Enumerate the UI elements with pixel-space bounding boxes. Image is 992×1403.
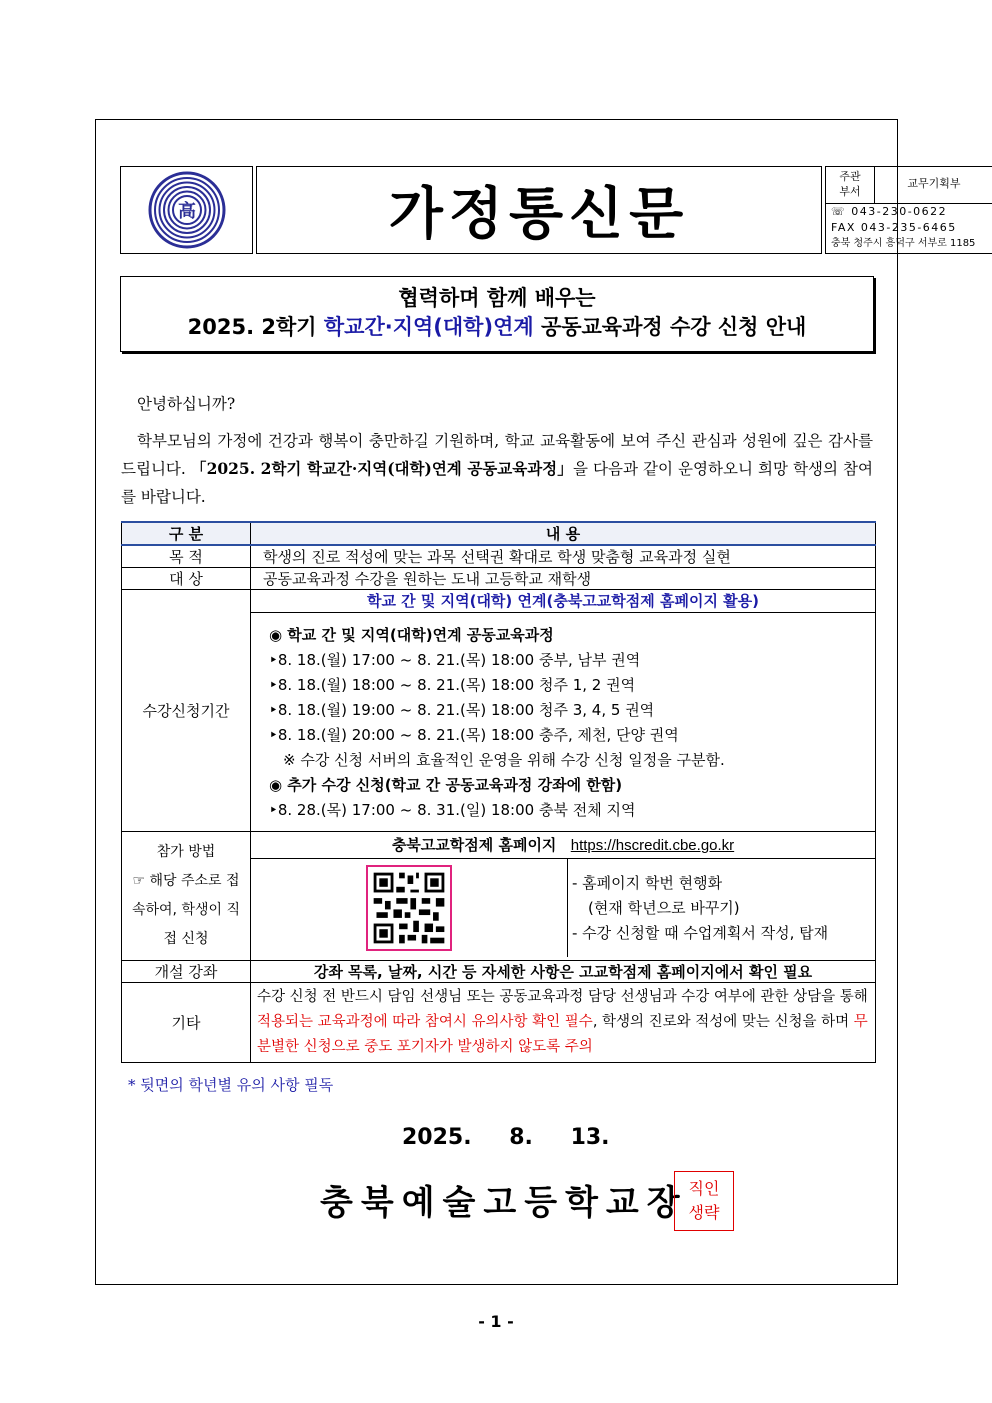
- period-label: 수강신청기간: [122, 590, 251, 832]
- dept-info-box: [825, 166, 992, 254]
- qr-cell: [251, 859, 568, 957]
- purpose-label: 목 적: [122, 545, 251, 568]
- etc-text-a: 수강 신청 전 반드시 담임 선생님 또는 공동교육과정 담당 선생님과 수강 여부에 관한 상담을 통해: [257, 989, 868, 1005]
- dept-value: 교무기획부: [907, 177, 961, 190]
- page-title: 가정통신문: [388, 182, 690, 247]
- footer-note: * 뒷면의 학년별 유의 사항 필독: [128, 1076, 334, 1094]
- school-logo-icon: [121, 167, 254, 253]
- table-header-row: [122, 522, 876, 545]
- table-row: [122, 832, 876, 961]
- notice-subtitle: [120, 276, 874, 352]
- etc-label: 기타: [122, 983, 251, 1063]
- intro-program-name: 「2025. 2학기 학교간·지역(대학)연계 공동교육과정」: [190, 459, 573, 478]
- method-cell: [251, 832, 876, 961]
- col-header-content: 내 용: [251, 522, 876, 545]
- qr-code-icon[interactable]: [366, 865, 452, 951]
- dept-label: 주관 부서: [826, 167, 875, 203]
- period-note: ※ 수강 신청 서버의 효율적인 운영을 위해 수강 신청 일정을 구분함.: [283, 751, 725, 769]
- method-note-3: - 수강 신청할 때 수업계획서 작성, 탑재: [572, 924, 829, 942]
- list-item: ‣8. 18.(월) 19:00 ~ 8. 21.(목) 18:00 청주 3, 4, 5 권역: [269, 701, 655, 719]
- period-header: 학교 간 및 지역(대학) 연계(충북고교학점제 홈페이지 활용): [251, 590, 875, 613]
- seal-stamp: 직인 생략: [674, 1171, 734, 1231]
- title-box: [256, 166, 822, 254]
- period-cell: [251, 590, 876, 832]
- method-note-1: - 홈페이지 학번 현행화: [572, 874, 723, 892]
- purpose-value: 학생의 진로 적성에 맞는 과목 선택권 확대로 학생 맞춤형 교육과정 실현: [251, 545, 876, 568]
- subtitle-year: 2025. 2학기: [187, 315, 324, 339]
- period-section-1: ◉ 학교 간 및 지역(대학)연계 공동교육과정: [269, 626, 554, 644]
- subtitle-line1: 협력하며 함께 배우는: [398, 286, 596, 310]
- subtitle-line2: [121, 313, 873, 342]
- etc-value: [251, 983, 876, 1063]
- col-header-category: 구 분: [122, 522, 251, 545]
- period-schedule: [251, 613, 875, 831]
- method-notes: [568, 859, 875, 957]
- method-label-desc: ☞ 해당 주소로 접속하여, 학생이 직접 신청: [131, 873, 241, 947]
- method-site-row: [251, 832, 875, 859]
- period-section-2: ◉ 추가 수강 신청(학교 간 공동교육과정 강좌에 한함): [269, 776, 623, 794]
- school-logo-box: [120, 166, 253, 254]
- list-item: ‣8. 18.(월) 18:00 ~ 8. 21.(목) 18:00 청주 1, 2 권역: [269, 676, 636, 694]
- table-row: [122, 568, 876, 590]
- list-item: ‣8. 18.(월) 17:00 ~ 8. 21.(목) 18:00 중부, 남부 권역: [269, 651, 641, 669]
- method-label-title: 참가 방법: [156, 844, 216, 860]
- intro-text-b: 을 다음과 같이 운영하오니 희망 학생의 참여를 바랍니다.: [121, 460, 873, 506]
- page-number: - 1 -: [478, 1312, 514, 1331]
- issue-date: 2025. 8. 13.: [402, 1125, 610, 1150]
- subtitle-highlight: 학교간·지역(대학)연계: [323, 315, 534, 339]
- method-detail-row: [251, 859, 875, 957]
- document-header: [120, 166, 976, 254]
- method-note-2: (현재 학년으로 바꾸기): [588, 899, 740, 917]
- table-row: [122, 545, 876, 568]
- school-name: 충북예술고등학교장: [320, 1183, 688, 1223]
- info-table: [121, 521, 876, 1063]
- table-row: [122, 961, 876, 983]
- greeting: 안녕하십니까?: [137, 395, 236, 413]
- course-value: 강좌 목록, 날짜, 시간 등 자세한 사항은 고교학점제 홈페이지에서 확인 필요: [251, 961, 876, 983]
- etc-text-b: , 학생의 진로와 적성에 맞는 신청을 하며: [592, 1014, 854, 1030]
- target-label: 대 상: [122, 568, 251, 590]
- intro-paragraph: [121, 427, 873, 511]
- target-value: 공동교육과정 수강을 원하는 도내 고등학교 재학생: [251, 568, 876, 590]
- subtitle-rest: 공동교육과정 수강 신청 안내: [533, 315, 807, 339]
- fax-number: FAX 043-235-6465: [831, 221, 957, 234]
- phone-number: ☏ 043-230-0622: [831, 205, 948, 218]
- list-item: ‣8. 28.(목) 17:00 ~ 8. 31.(일) 18:00 충북 전체 지역: [269, 801, 636, 819]
- method-site-name: 충북고교학점제 홈페이지: [391, 836, 557, 854]
- table-row: [122, 983, 876, 1063]
- svg-text:高: 高: [178, 201, 196, 222]
- site-url-link[interactable]: https://hscredit.cbe.go.kr: [570, 837, 735, 854]
- etc-warning-1: 적용되는 교육과정에 따라 참여시 유의사항 확인 필수: [257, 1014, 593, 1030]
- method-label: [122, 832, 251, 961]
- etc-warning-2: 무분별한 신청으로 중도 포기자가 발생하지 않도록 주의: [257, 1014, 868, 1055]
- list-item: ‣8. 18.(월) 20:00 ~ 8. 21.(목) 18:00 충주, 제천, 단양 권역: [269, 726, 679, 744]
- course-label: 개설 강좌: [122, 961, 251, 983]
- table-row: [122, 590, 876, 832]
- intro-text-a: 학부모님의 가정에 건강과 행복이 충만하길 기원하며, 학교 교육활동에 보여 주신 관심과 성원에 깊은 감사를 드립니다.: [121, 432, 873, 478]
- school-address: 충북 청주시 흥덕구 서부로 1185: [831, 238, 976, 249]
